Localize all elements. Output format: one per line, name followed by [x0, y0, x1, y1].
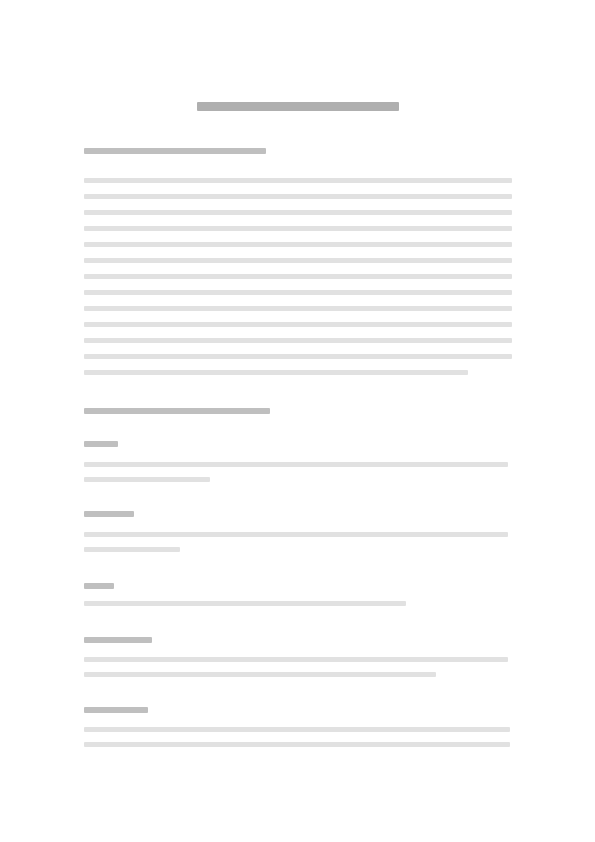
- section-2-heading-placeholder: [84, 408, 270, 414]
- item-5-label-placeholder: [84, 707, 148, 713]
- item-3-label-placeholder: [84, 583, 114, 589]
- item-2-label-placeholder: [84, 511, 134, 517]
- section-1-heading-placeholder: [84, 148, 266, 154]
- item-1-label-placeholder: [84, 441, 118, 447]
- item-4-label-placeholder: [84, 637, 152, 643]
- title-placeholder: [197, 102, 399, 111]
